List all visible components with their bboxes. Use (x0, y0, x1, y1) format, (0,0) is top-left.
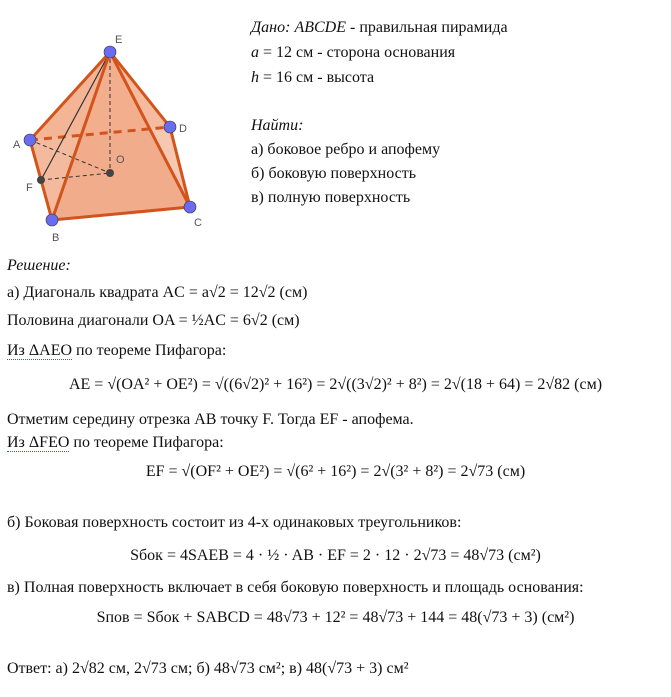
solution-line-4: Отметим середину отрезка AB точку F. Тогда EF - апофема. (7, 411, 414, 428)
answer-line: Ответ: а) 2√82 см, 2√73 см; б) 48√73 см²; в) 48(√73 + 3) см² (7, 660, 409, 677)
label-a: A (13, 139, 21, 151)
pyramid-figure (0, 0, 240, 245)
find-item-b: б) боковую поверхность (251, 165, 417, 182)
side-var: a (251, 44, 259, 61)
solution-title-text: Решение: (7, 257, 71, 274)
label-b: B (52, 232, 60, 244)
find-item-c: в) полную поверхность (251, 189, 411, 206)
line-3-rest: по теореме Пифагора: (72, 342, 227, 359)
solution-line-1: а) Диагональ квадрата AC = a√2 = 12√2 (см) (7, 284, 308, 301)
label-e: E (115, 34, 123, 46)
solution-line-6: б) Боковая поверхность состоит из 4-х одинаковых треугольников: (7, 514, 462, 531)
equation-s-lateral: Sбок = 4SAEB = 4 · ½ · AB · EF = 2 · 12 · 2√73 = 48√73 (см²) (130, 547, 541, 564)
solution-line-3 (7, 341, 226, 361)
find-title (251, 116, 303, 136)
equation-ef: EF = √(OF² + OE²) = √(6² + 16²) = 2√(3² + 8²) = 2√73 (см) (145, 463, 526, 480)
pyramid-desc: - правильная пирамида (346, 19, 508, 36)
solution-line-2: Половина диагонали OA = ½AC = 6√2 (см) (7, 312, 300, 329)
side-eq: = 12 см - сторона основания (259, 44, 456, 61)
vertex-e (104, 46, 116, 58)
label-f: F (26, 182, 33, 194)
solution-line-5 (7, 433, 224, 453)
pyramid-name: ABCDE (294, 19, 346, 36)
label-c: C (194, 217, 202, 229)
vertex-d (164, 121, 176, 133)
find-item-a: а) боковое ребро и апофему (251, 141, 441, 158)
point-o (106, 169, 114, 177)
given-title: Дано: (251, 19, 291, 36)
vertex-c (184, 201, 196, 213)
height-line (251, 68, 374, 88)
side-line (251, 43, 455, 63)
vertex-a (24, 134, 36, 146)
triangle-aeo: Из ΔAEO (7, 342, 73, 359)
find-title-text: Найти: (251, 117, 304, 134)
solution-line-7: в) Полная поверхность включает в себя боковую поверхность и площадь основания: (7, 579, 584, 596)
height-var: h (251, 69, 259, 86)
label-d: D (179, 123, 187, 135)
triangle-feo: Из ΔFEO (7, 434, 70, 451)
line-5-rest: по теореме Пифагора: (69, 434, 224, 451)
solution-title (7, 256, 71, 276)
given-line (251, 18, 508, 38)
height-eq: = 16 см - высота (259, 69, 375, 86)
vertex-b (46, 214, 58, 226)
equation-ae: AE = √(OA² + OE²) = √((6√2)² + 16²) = 2√((3√2)² + 8²) = 2√(18 + 64) = 2√82 (см) (68, 376, 603, 393)
equation-s-total: Sпов = Sбок + SABCD = 48√73 + 12² = 48√73 + 144 = 48(√73 + 3) (см²) (96, 609, 575, 626)
point-f (37, 176, 45, 184)
label-o: O (116, 154, 125, 166)
